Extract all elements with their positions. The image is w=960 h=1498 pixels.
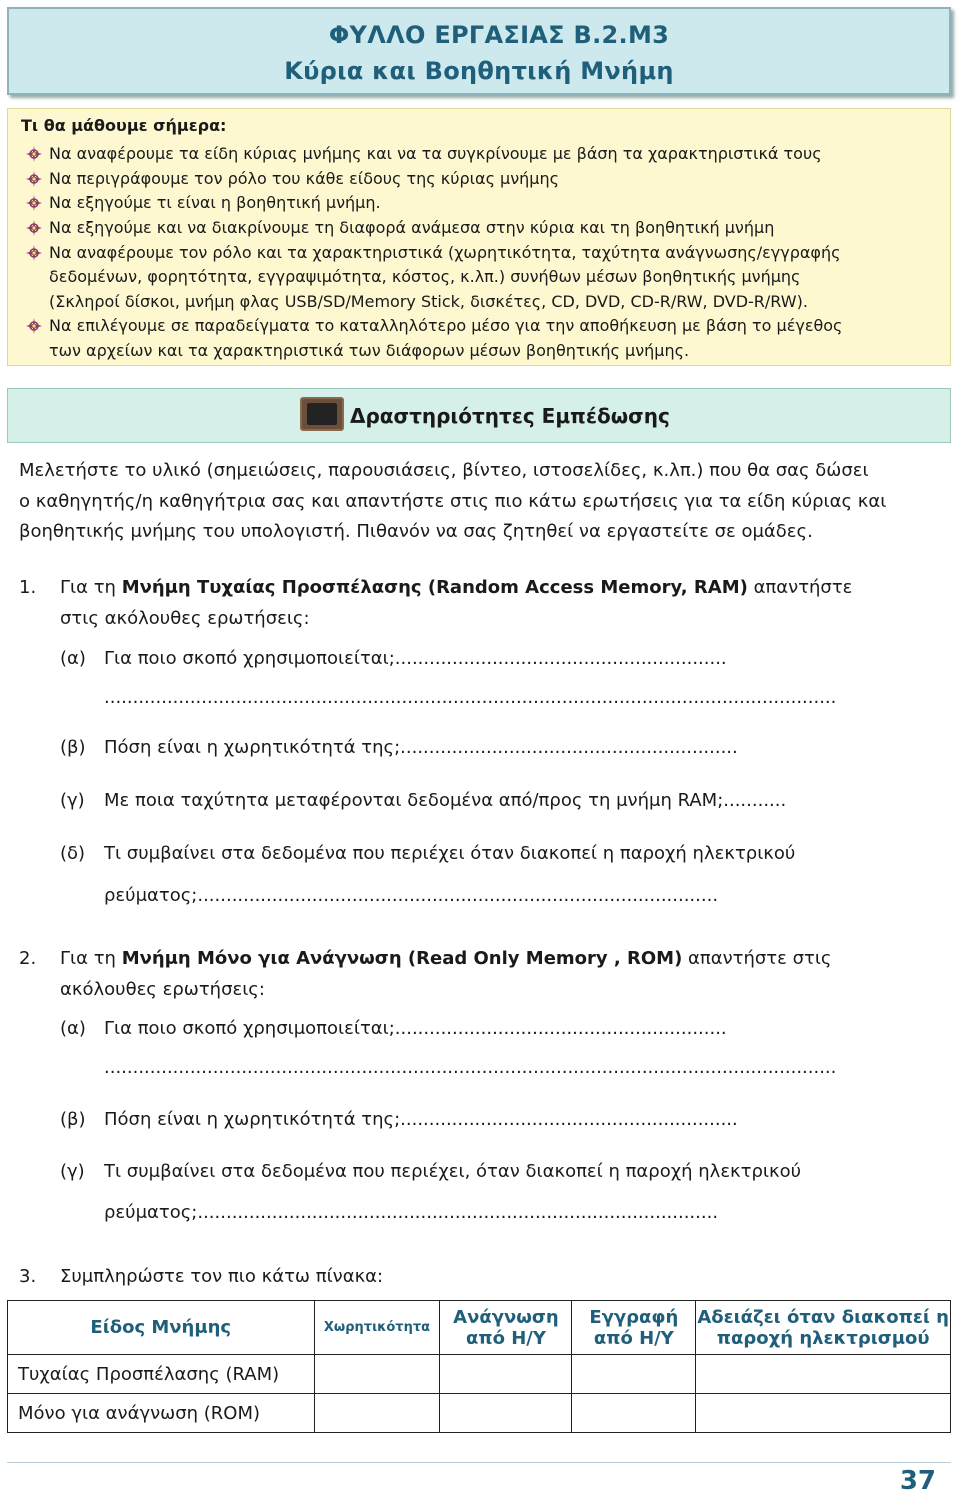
- table-answer-cell[interactable]: [440, 1355, 572, 1394]
- table-row-label: Τυχαίας Προσπέλασης (RAM): [8, 1355, 315, 1394]
- q2-bold-term: Μνήμη Μόνο για Ανάγνωση (Read Only Memory , ROM): [121, 948, 683, 969]
- table-answer-cell[interactable]: [314, 1355, 440, 1394]
- q1-pre: Για τη: [60, 577, 122, 598]
- intro-line: Μελετήστε το υλικό (σημειώσεις, παρουσιάσεις, βίντεο, ιστοσελίδες, κ.λπ.) που θα σας δώσει: [19, 460, 869, 481]
- intro-line: ο καθηγητής/η καθηγήτρια σας και απαντήστε στις πιο κάτω ερωτήσεις για τα είδη κύριας και: [19, 491, 887, 512]
- objective-text: Να αναφέρουμε τα είδη κύριας μνήμης και να τα συγκρίνουμε με βάση τα χαρακτηριστικά τους: [49, 144, 822, 163]
- compass-bullet-icon: [26, 195, 42, 211]
- objectives-box: [7, 108, 951, 366]
- objectives-heading: Τι θα μάθουμε σήμερα:: [21, 116, 227, 135]
- compass-bullet-icon: [26, 245, 42, 261]
- q1-d-label: (δ): [60, 843, 86, 864]
- objective-text: Να εξηγούμε και να διακρίνουμε τη διαφορά ανάμεσα στην κύρια και τη βοηθητική μνήμη: [49, 218, 775, 237]
- q2-a-answer-line[interactable]: Για ποιο σκοπό χρησιμοποιείται;..........................................................: [104, 1018, 727, 1039]
- q2-b-answer-line[interactable]: Πόση είναι η χωρητικότητά της;...........................................................: [104, 1109, 738, 1130]
- q1-b-answer-line[interactable]: Πόση είναι η χωρητικότητά της;...........................................................: [104, 737, 738, 758]
- table-answer-cell[interactable]: [572, 1355, 696, 1394]
- objective-text: Να επιλέγουμε σε παραδείγματα το καταλληλότερο μέσο για την αποθήκευση με βάση το μέγεθος: [49, 316, 843, 335]
- q1-c-label: (γ): [60, 790, 85, 811]
- objective-text: (Σκληροί δίσκοι, μνήμη φλας USB/SD/Memory Stick, δισκέτες, CD, DVD, CD-R/RW, DVD-R/RW).: [49, 292, 808, 311]
- q1-d-question: Τι συμβαίνει στα δεδομένα που περιέχει όταν διακοπεί η παροχή ηλεκτρικού: [104, 843, 796, 864]
- q1-b-label: (β): [60, 737, 86, 758]
- objective-text: των αρχείων και τα χαρακτηριστικά των διάφορων μέσων βοηθητικής μνήμης.: [49, 341, 690, 360]
- q1-a-label: (α): [60, 648, 86, 669]
- q2-a-label: (α): [60, 1018, 86, 1039]
- table-header-cell: Χωρητικότητα: [314, 1301, 440, 1355]
- objective-text: Να αναφέρουμε τον ρόλο και τα χαρακτηριστικά (χωρητικότητα, ταχύτητα ανάγνωσης/εγγραφής: [49, 243, 841, 262]
- compass-bullet-icon: [26, 171, 42, 187]
- compass-bullet-icon: [26, 318, 42, 334]
- footer-divider: [7, 1462, 951, 1463]
- table-answer-cell[interactable]: [696, 1355, 951, 1394]
- table-row-label: Μόνο για ανάγνωση (ROM): [8, 1394, 315, 1433]
- table-answer-cell[interactable]: [572, 1394, 696, 1433]
- q2-b-label: (β): [60, 1109, 86, 1130]
- worksheet-code: ΦΥΛΛΟ ΕΡΓΑΣΙΑΣ Β.2.Μ3: [328, 21, 670, 49]
- question-3-prompt: Συμπληρώστε τον πιο κάτω πίνακα:: [60, 1266, 384, 1287]
- compass-bullet-icon: [26, 220, 42, 236]
- table-answer-cell[interactable]: [440, 1394, 572, 1433]
- objective-text: δεδομένων, φορητότητα, εγγραψιμότητα, κόστος, κ.λπ.) συνήθων μέσων βοηθητικής μνήμης: [49, 267, 801, 286]
- question-1-line2: στις ακόλουθες ερωτήσεις:: [60, 608, 310, 629]
- q1-post: απαντήστε: [747, 577, 853, 598]
- worksheet-title: Κύρια και Βοηθητική Μνήμη: [284, 57, 674, 85]
- intro-line: βοηθητικής μνήμης του υπολογιστή. Πιθανόν να σας ζητηθεί να εργαστείτε σε ομάδες.: [19, 521, 813, 542]
- memory-comparison-table: [7, 1300, 951, 1433]
- question-2-prompt: [60, 948, 832, 969]
- q2-pre: Για τη: [60, 948, 122, 969]
- q1-d-answer-line[interactable]: ρεύματος;...........................................................................................: [104, 885, 719, 906]
- table-header-cell: Εγγραφή από Η/Υ: [572, 1301, 696, 1355]
- question-number: 1.: [19, 577, 37, 598]
- q1-bold-term: Μνήμη Τυχαίας Προσπέλασης (Random Access Memory, RAM): [121, 577, 748, 598]
- worksheet-title-box: [7, 7, 951, 95]
- question-number: 2.: [19, 948, 37, 969]
- q2-a-answer-cont[interactable]: ................................................................................................................................: [104, 1057, 837, 1078]
- table-answer-cell[interactable]: [696, 1394, 951, 1433]
- table-header-cell: Ανάγνωση από Η/Υ: [440, 1301, 572, 1355]
- question-2-line2: ακόλουθες ερωτήσεις:: [60, 979, 265, 1000]
- q2-c-answer-line[interactable]: ρεύματος;...........................................................................................: [104, 1202, 719, 1223]
- table-header-cell: Είδος Μνήμης: [8, 1301, 315, 1355]
- q1-a-answer-line[interactable]: Για ποιο σκοπό χρησιμοποιείται;..........................................................: [104, 648, 727, 669]
- objective-text: Να περιγράφουμε τον ρόλο του κάθε είδους της κύριας μνήμης: [49, 169, 560, 188]
- blackboard-icon: [300, 397, 344, 431]
- table-answer-cell[interactable]: [314, 1394, 440, 1433]
- compass-bullet-icon: [26, 146, 42, 162]
- q2-c-label: (γ): [60, 1161, 85, 1182]
- question-1-prompt: [60, 577, 852, 598]
- q1-a-answer-cont[interactable]: ................................................................................................................................: [104, 687, 837, 708]
- table-header-row: [8, 1301, 951, 1355]
- q2-post: απαντήστε στις: [682, 948, 832, 969]
- activities-header: [7, 388, 951, 443]
- question-number: 3.: [19, 1266, 37, 1287]
- q1-c-answer-line[interactable]: Με ποια ταχύτητα μεταφέρονται δεδομένα από/προς τη μνήμη RAM;...........: [104, 790, 787, 811]
- objective-text: Να εξηγούμε τι είναι η βοηθητική μνήμη.: [49, 193, 381, 212]
- activities-title: Δραστηριότητες Εμπέδωσης: [350, 404, 670, 428]
- table-row: [8, 1394, 951, 1433]
- q2-c-question: Τι συμβαίνει στα δεδομένα που περιέχει, όταν διακοπεί η παροχή ηλεκτρικού: [104, 1161, 802, 1182]
- table-row: [8, 1355, 951, 1394]
- page-number: 37: [899, 1466, 936, 1496]
- table-header-cell: Αδειάζει όταν διακοπεί η παροχή ηλεκτρισμού: [696, 1301, 951, 1355]
